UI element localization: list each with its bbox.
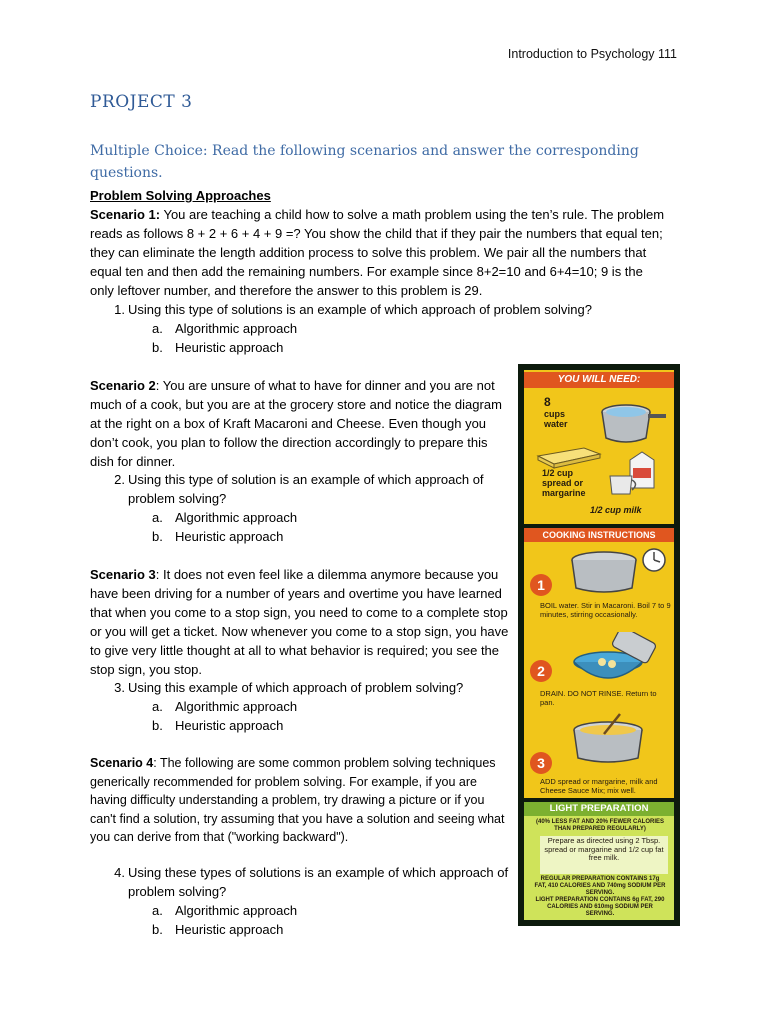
- step-2-number: 2: [530, 660, 552, 682]
- scenario-label: Scenario 3: [90, 567, 156, 582]
- butter-icon: [534, 442, 604, 470]
- measuring-cup-icon: [606, 472, 640, 498]
- scenario-label: Scenario 1:: [90, 207, 161, 222]
- option-letter: b.: [152, 718, 163, 733]
- cooking-instructions-heading: COOKING INSTRUCTIONS: [524, 528, 674, 542]
- page-title: PROJECT 3: [90, 92, 193, 112]
- light-sub-text: (40% LESS FAT AND 20% FEWER CALORIES THAN PREPARED REGULARLY): [535, 819, 665, 832]
- spread-text: 1/2 cup spread or margarine: [542, 468, 586, 498]
- question-text: Using this example of which approach of problem solving?: [128, 680, 464, 695]
- cups-text: cups water: [544, 409, 568, 429]
- scenario-3: [90, 565, 510, 679]
- question-text: Using this type of solution is an example of which approach of problem solving?: [128, 472, 484, 506]
- question-number: 3.: [114, 680, 125, 695]
- regular-preparation-text: REGULAR PREPARATION CONTAINS 17g FAT, 410 CALORIES AND 740mg SODIUM PER SERVING.: [534, 876, 666, 896]
- milk-text: 1/2 cup milk: [590, 505, 642, 515]
- option-letter: a.: [152, 510, 163, 525]
- step-3-number: 3: [530, 752, 552, 774]
- scenario-text: : You are unsure of what to have for dinner and you are not much of a cook, but you are at the grocery store and notice the diagram at the right on a box of Kraft Macaroni and Cheese. Even though you don’t cook, you plan to follow the direction accordingly to prepare this dish for dinner.: [90, 378, 502, 469]
- option-text: Algorithmic approach: [175, 699, 298, 714]
- step-2-text: DRAIN. DO NOT RINSE. Return to pan.: [540, 689, 657, 707]
- scenario-label: Scenario 2: [90, 378, 156, 393]
- option-text: Heuristic approach: [175, 340, 284, 355]
- option-text: Heuristic approach: [175, 922, 284, 937]
- question-number: 4.: [114, 865, 125, 880]
- scenario-text: You are teaching a child how to solve a math problem using the ten’s rule. The problem reads as follows 8 + 2 + 6 + 4 + 9 =? You show the child that if they pair the numbers that equal ten; they can eliminate the length addition process to solve this problem. We pair all the numbers that equal ten and then add the remaining numbers. For example since 8+2=10 and 6+4=10; 9 is the only leftover number, and therefore the answer to this problem is 29.: [90, 207, 665, 298]
- option-letter: a.: [152, 699, 163, 714]
- scenario-label: Scenario 4: [90, 756, 154, 770]
- question-number: 2.: [114, 472, 125, 487]
- mixing-pot-icon: [548, 712, 668, 768]
- recipe-box-image: [518, 364, 680, 926]
- option-text: Algorithmic approach: [175, 321, 298, 336]
- draining-colander-icon: [548, 632, 668, 692]
- option-letter: a.: [152, 903, 163, 918]
- option-letter: b.: [152, 340, 163, 355]
- question-number: 1.: [114, 302, 125, 317]
- scenario-text: : It does not even feel like a dilemma anymore because you have been driving for a number of years and overtime you have learned that when you come to a stop sign, you need to come to a complete stop or you will get a ticket. Now whenever you come to a stop sign, you have to give very little thought at all to what behavior is required; you see the stop sign, you stop.: [90, 567, 509, 677]
- scenario-4: [90, 754, 510, 847]
- option-letter: a.: [152, 321, 163, 336]
- light-preparation-heading: LIGHT PREPARATION: [524, 802, 674, 816]
- question-text: Using these types of solutions is an example of which approach of problem solving?: [128, 865, 509, 899]
- question-text: Using this type of solutions is an example of which approach of problem solving?: [128, 302, 592, 317]
- option-letter: b.: [152, 529, 163, 544]
- option-text: Algorithmic approach: [175, 903, 298, 918]
- scenario-2: [90, 376, 510, 471]
- scenario-text: : The following are some common problem solving techniques generically recommended for problem solving. For example, if you are having difficulty understanding a problem, try drawing a picture or if you can't find a solution, try assuming that you have a solution and seeing what you can derive from that ("working backward").: [90, 756, 505, 844]
- option-text: Heuristic approach: [175, 529, 284, 544]
- pot-icon: [596, 394, 668, 444]
- step-1-number: 1: [530, 574, 552, 596]
- subsection-title: Problem Solving Approaches: [90, 188, 271, 203]
- option-text: Heuristic approach: [175, 718, 284, 733]
- you-will-need-heading: YOU WILL NEED:: [524, 372, 674, 388]
- step-1-text: BOIL water. Stir in Macaroni. Boil 7 to 9 minutes, stirring occasionally.: [540, 601, 671, 619]
- light-contains-text: LIGHT PREPARATION CONTAINS 6g FAT, 290 CALORIES AND 610mg SODIUM PER SERVING.: [535, 897, 665, 917]
- cups-number: 8: [544, 395, 551, 409]
- scenario-1: [90, 205, 670, 300]
- subsection-heading: [90, 186, 670, 205]
- step-3-text: ADD spread or margarine, milk and Cheese Sauce Mix; mix well.: [540, 777, 658, 795]
- option-letter: b.: [152, 922, 163, 937]
- section-title: Multiple Choice: Read the following scenarios and answer the corresponding questions.: [90, 143, 639, 181]
- boiling-pot-icon: [558, 544, 668, 596]
- option-text: Algorithmic approach: [175, 510, 298, 525]
- light-instructions-text: Prepare as directed using 2 Tbsp. spread or margarine and 1/2 cup fat free milk.: [540, 836, 668, 874]
- course-header: Introduction to Psychology 111: [507, 47, 677, 61]
